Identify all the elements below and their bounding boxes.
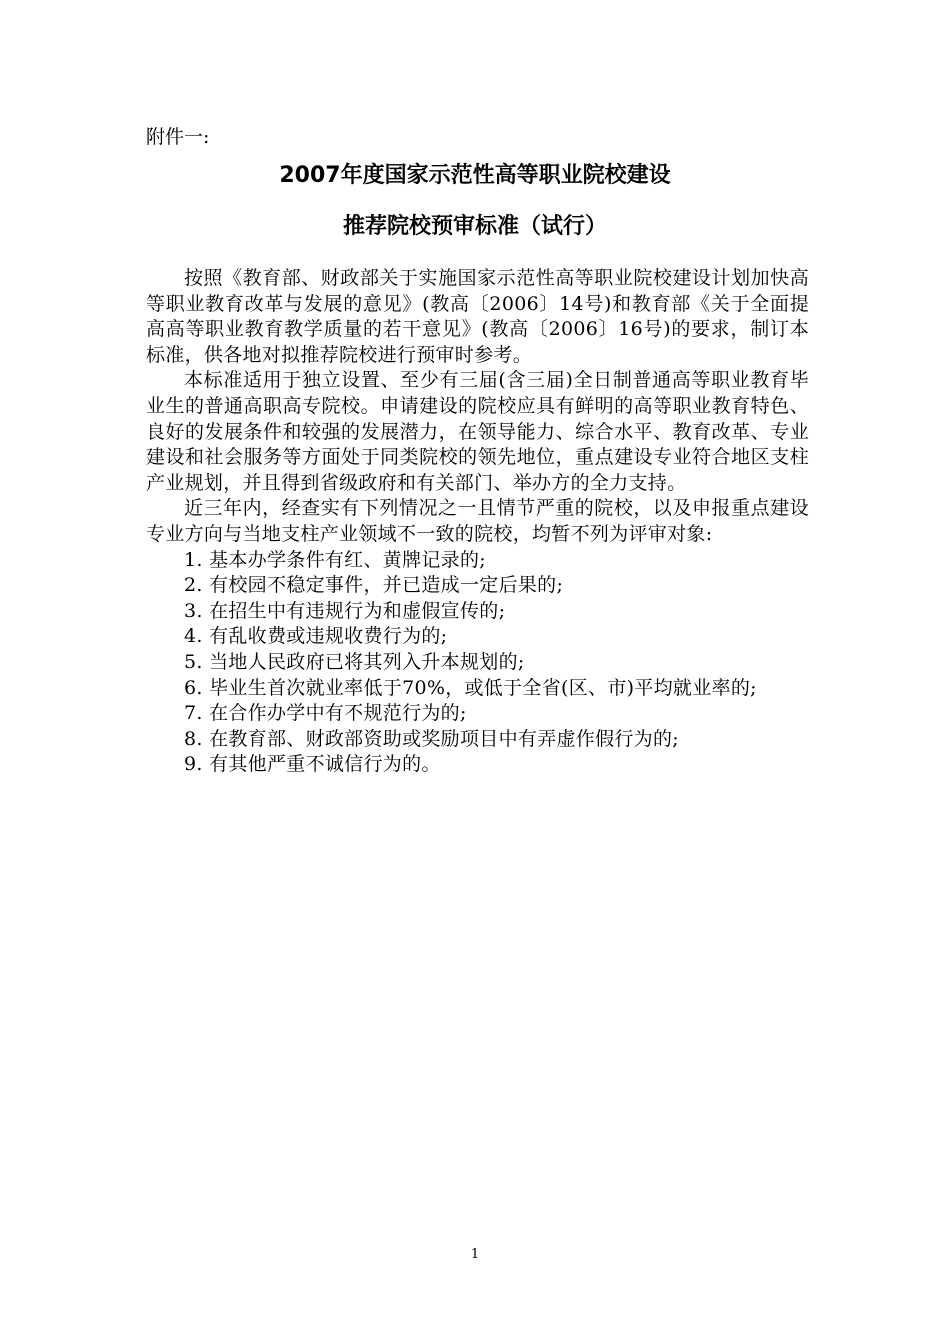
paragraph-scope: 本标准适用于独立设置、至少有三届(含三届)全日制普通高等职业教育毕业生的普通高职高专院校。申请建设的院校应具有鲜明的高等职业教育特色、良好的发展条件和较强的发展潜力，在领导能力、综合水平、教育改革、专业建设和社会服务等方面处于同类院校的领先地位，重点建设专业符合地区支柱产业规划，并且得到省级政府和有关部门、举办方的全力支持。: [146, 369, 809, 494]
paragraph-exclusion-intro: 近三年内，经查实有下列情况之一且情节严重的院校，以及申报重点建设专业方向与当地支柱产业领域不一致的院校，均暂不列为评审对象:: [146, 497, 809, 545]
list-item-number: 7.: [184, 702, 203, 725]
paragraph-basis: 按照《教育部、财政部关于实施国家示范性高等职业院校建设计划加快高等职业教育改革与发展的意见》(教高〔2006〕14号)和教育部《关于全面提高高等职业教育教学质量的若干意见》(教高〔2006〕16号)的要求，制订本标准，供各地对拟推荐院校进行预审时参考。: [146, 267, 809, 366]
document-title-line-2: 推荐院校预审标准（试行）: [342, 214, 607, 239]
list-item: [146, 752, 809, 778]
list-item-number: 6.: [184, 676, 203, 699]
list-item: [146, 599, 809, 625]
list-item-text: 在合作办学中有不规范行为的;: [209, 702, 467, 725]
list-item: [146, 701, 809, 727]
list-item: [146, 624, 809, 650]
list-item-number: 3.: [184, 599, 203, 622]
list-item-text: 有其他严重不诚信行为的。: [209, 753, 441, 776]
list-item: [146, 650, 809, 676]
list-item-text: 在教育部、财政部资助或奖励项目中有弄虚作假行为的;: [209, 727, 679, 750]
exclusion-criteria-list: [146, 548, 809, 778]
list-item-number: 1.: [184, 548, 203, 571]
list-item-text: 毕业生首次就业率低于70%，或低于全省(区、市)平均就业率的;: [209, 676, 757, 699]
list-item-number: 9.: [184, 753, 203, 776]
list-item-number: 8.: [184, 727, 203, 750]
list-item-text: 有乱收费或违规收费行为的;: [209, 625, 448, 648]
page-number: 1: [470, 1247, 480, 1262]
list-item-text: 在招生中有违规行为和虚假宣传的;: [209, 599, 506, 622]
document-body: [146, 266, 809, 778]
list-item-number: 2.: [184, 574, 203, 597]
list-item-number: 4.: [184, 625, 203, 648]
list-item-number: 5.: [184, 650, 203, 673]
attachment-label: 附件一:: [146, 126, 210, 148]
list-item-text: 当地人民政府已将其列入升本规划的;: [209, 650, 525, 673]
list-item-text: 有校园不稳定事件，并已造成一定后果的;: [209, 574, 564, 597]
list-item: [146, 548, 809, 574]
list-item: [146, 727, 809, 753]
list-item-text: 基本办学条件有红、黄牌记录的;: [209, 548, 486, 571]
list-item: [146, 573, 809, 599]
document-title-line-1: 2007年度国家示范性高等职业院校建设: [279, 163, 671, 188]
list-item: [146, 676, 809, 702]
